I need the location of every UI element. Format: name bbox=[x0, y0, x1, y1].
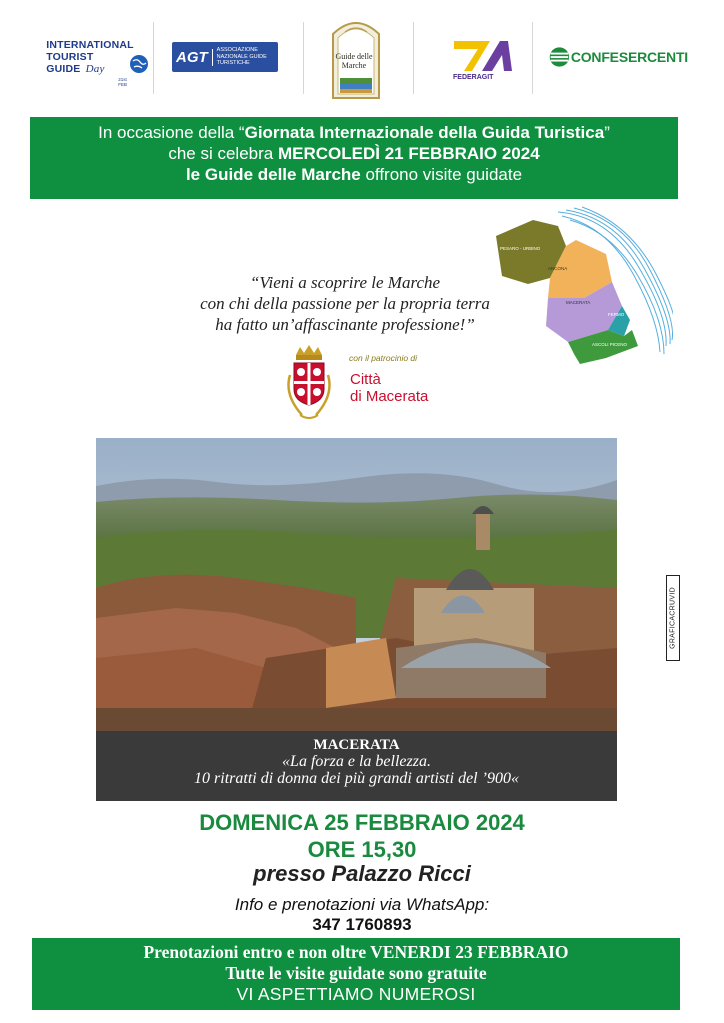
quote-line3: ha fatto un’affascinante professione!” bbox=[215, 315, 475, 334]
map-label-pesaro: PESARO - URBINO bbox=[500, 246, 541, 251]
itgd-line1: INTERNATIONAL bbox=[46, 39, 134, 51]
banner-bottom-line2: Tutte le visite guidate sono gratuite bbox=[225, 963, 487, 983]
agt-subtitle: ASSOCIAZIONE NAZIONALE GUIDE TURISTICHE bbox=[216, 47, 267, 67]
macerata-photo bbox=[96, 438, 617, 731]
map-label-fermo: FERMO bbox=[608, 312, 625, 317]
federagit-text: FEDERAGIT bbox=[453, 74, 494, 81]
itgd-line2: TOURIST bbox=[46, 51, 94, 63]
banner-bottom bbox=[32, 938, 680, 1010]
caption-line1: «La forza e la bellezza. bbox=[282, 753, 431, 770]
event-date: DOMENICA 25 FEBBRAIO 2024 bbox=[199, 810, 525, 835]
banner-top-line3 bbox=[30, 164, 678, 185]
caption-title: MACERATA bbox=[313, 737, 400, 753]
itgd-line3: GUIDE bbox=[46, 63, 81, 75]
itgd-line3-row bbox=[46, 63, 134, 75]
banner-top-line2-pre: che si celebra bbox=[168, 144, 278, 163]
itgd-day: Day bbox=[85, 63, 105, 75]
banner-top-line2-bold: MERCOLEDÌ 21 FEBBRAIO 2024 bbox=[277, 144, 540, 163]
banner-top-line1 bbox=[30, 122, 678, 143]
guide-marche-text: Guide delle Marche bbox=[335, 52, 373, 70]
banner-top-line3-post: offrono visite guidate bbox=[360, 165, 523, 184]
banner-top-line2 bbox=[30, 143, 678, 164]
banner-top bbox=[30, 117, 678, 199]
quote bbox=[150, 272, 540, 335]
whatsapp-phone[interactable]: 347 1760893 bbox=[312, 915, 412, 934]
city-line1: Città bbox=[350, 371, 381, 388]
banner-top-line1-pre: In occasione della “ bbox=[98, 123, 245, 142]
federagit-emblem bbox=[450, 37, 516, 77]
agt-box bbox=[172, 42, 278, 72]
logo-divider bbox=[413, 22, 414, 94]
macerata-coat-of-arms bbox=[282, 345, 336, 423]
globe-icon bbox=[128, 53, 150, 75]
banner-top-line3-bold: le Guide delle Marche bbox=[185, 165, 361, 184]
map-label-macerata: MACERATA bbox=[566, 300, 591, 305]
quote-line2: con chi della passione per la propria terra bbox=[200, 294, 490, 313]
logo-divider bbox=[532, 22, 533, 94]
graphic-credit-text: GRAFICACRUVID bbox=[669, 587, 677, 649]
photo-caption bbox=[96, 731, 617, 801]
banner-bottom-line1: Prenotazioni entro e non oltre VENERDI 23 FEBBRAIO bbox=[143, 942, 569, 962]
patronage-label: con il patrocinio di bbox=[349, 353, 418, 363]
coat-of-arms-icon bbox=[282, 345, 336, 423]
itgd-date: 21st FEB bbox=[118, 77, 127, 87]
graphic-credit bbox=[666, 575, 680, 661]
map-label-ascoli: ASCOLI PICENO bbox=[592, 342, 628, 347]
macerata-panorama-image bbox=[96, 438, 617, 731]
city-line2: di Macerata bbox=[350, 388, 429, 405]
logo-divider bbox=[303, 22, 304, 94]
booking-info: Info e prenotazioni via WhatsApp: bbox=[234, 895, 490, 914]
event-time: ORE 15,30 bbox=[307, 837, 417, 862]
confesercenti-icon bbox=[548, 44, 571, 70]
guide-marche-logo bbox=[326, 14, 386, 100]
federagit-logo bbox=[445, 14, 521, 100]
agt-mark: AGT bbox=[172, 49, 213, 66]
agt-logo bbox=[170, 14, 280, 100]
banner-top-line1-bold: Giornata Internazionale della Guida Turistica bbox=[244, 123, 605, 142]
event-venue: presso Palazzo Ricci bbox=[253, 861, 471, 886]
banner-top-line1-post: ” bbox=[604, 123, 610, 142]
confesercenti-logo bbox=[548, 14, 688, 100]
city-name bbox=[350, 371, 428, 405]
logo-divider bbox=[153, 22, 154, 94]
quote-line1: “Vieni a scoprire le Marche bbox=[249, 273, 441, 292]
confesercenti-text: CONFESERCENTI bbox=[570, 49, 688, 65]
map-label-ancona: ANCONA bbox=[548, 266, 568, 271]
caption-line2: 10 ritratti di donna dei più grandi artisti del ’900« bbox=[194, 770, 519, 787]
itgd-logo bbox=[30, 14, 150, 100]
banner-bottom-line3: VI ASPETTIAMO NUMEROSI bbox=[236, 984, 476, 1004]
